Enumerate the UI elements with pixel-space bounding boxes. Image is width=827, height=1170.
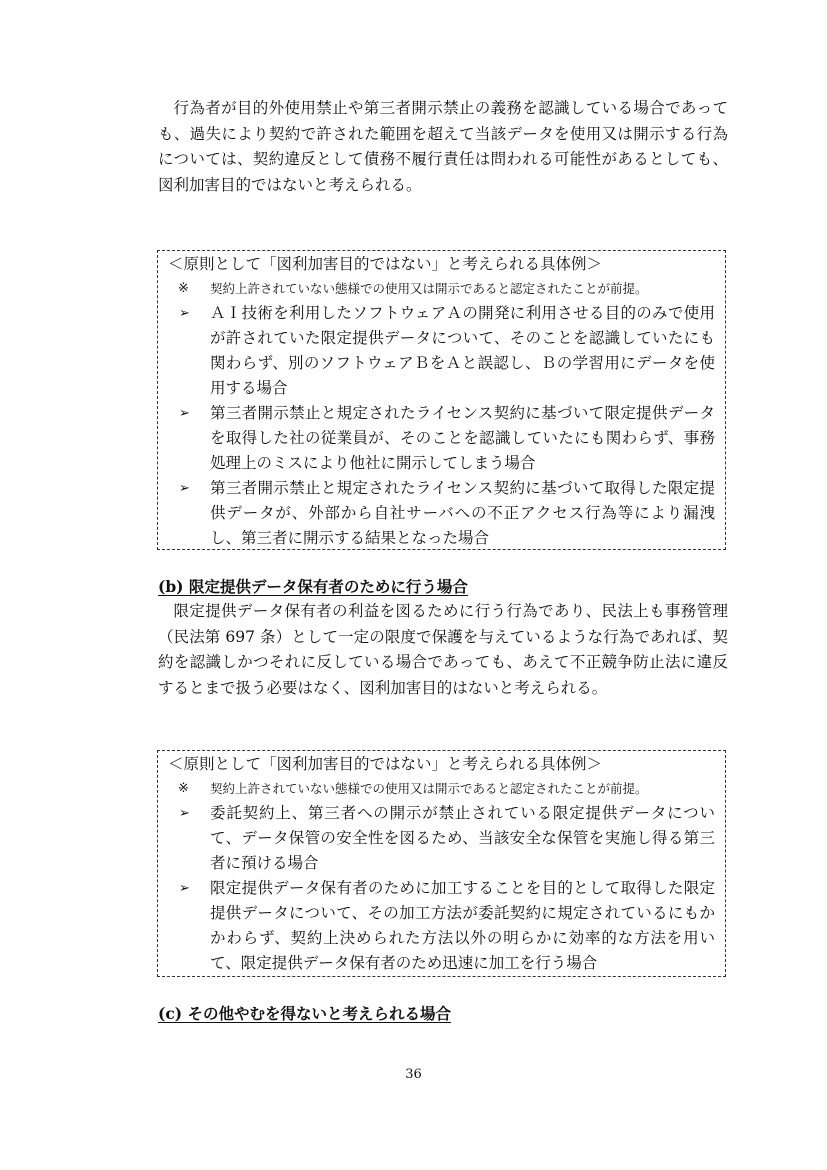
- arrow-bullet-icon: ➢: [179, 306, 190, 321]
- reference-mark-icon: ※: [178, 781, 189, 796]
- section-heading: (c) その他やむを得ないと考えられる場合: [158, 1004, 452, 1023]
- example-box: [157, 250, 726, 550]
- example-box-title: ＜原則として「図利加害目的ではない」と考えられる具体例＞: [168, 255, 603, 273]
- arrow-bullet-icon: ➢: [179, 406, 190, 421]
- example-box-note-text: 契約上許されていない態様での使用又は開示であると認定されたことが前提。: [210, 281, 648, 296]
- list-item-text: 限定提供データ保有者のために加工することを目的として取得した限定提供データについて、その加工方法が委託契約に規定されているにもかかわらず、契約上決められた方法以外の明らかに効率的な方法を用いて、限定提供データ保有者のため迅速に加工を行う場合: [210, 879, 715, 972]
- arrow-bullet-icon: ➢: [179, 881, 190, 896]
- list-item: [168, 401, 715, 476]
- list-item-text: 第三者開示禁止と規定されたライセンス契約に基づいて限定提供データを取得した社の従業員が、そのことを認識していたにも関わらず、事務処理上のミスにより他社に開示してしまう場合: [210, 404, 715, 472]
- arrow-bullet-icon: ➢: [179, 481, 190, 496]
- body-paragraph: 行為者が目的外使用禁止や第三者開示禁止の義務を認識している場合であっても、過失により契約で許された範囲を超えて当該データを使用又は開示する行為については、契約違反として債務不履行責任は問われる可能性があるとしても、図利加害目的ではないと考えられる。: [158, 99, 728, 194]
- body-paragraph: 限定提供データ保有者の利益を図るために行う行為であり、民法上も事務管理（民法第 697 条）として一定の限度で保護を与えているような行為であれば、契約を認識しかつそれに反している場合であっても、あえて不正競争防止法に違反するとまで扱う必要はなく、図利加害目的はないと考えられる。: [158, 602, 728, 697]
- list-item-text: 委託契約上、第三者への開示が禁止されている限定提供データについて、データ保管の安全性を図るため、当該安全な保管を実施し得る第三者に預ける場合: [210, 804, 715, 872]
- example-box-note: [168, 777, 715, 801]
- example-box-note-text: 契約上許されていない態様での使用又は開示であると認定されたことが前提。: [210, 781, 648, 796]
- list-item: [168, 801, 715, 876]
- list-item: [168, 301, 715, 401]
- example-box-note: [168, 277, 715, 301]
- example-box-title: ＜原則として「図利加害目的ではない」と考えられる具体例＞: [168, 755, 603, 773]
- section-heading: (b) 限定提供データ保有者のために行う場合: [158, 577, 468, 596]
- reference-mark-icon: ※: [178, 281, 189, 296]
- list-item-text: 第三者開示禁止と規定されたライセンス契約に基づいて取得した限定提供データが、外部から自社サーバへの不正アクセス行為等により漏洩し、第三者に開示する結果となった場合: [210, 479, 715, 547]
- list-item: [168, 476, 715, 551]
- list-item: [168, 876, 715, 976]
- example-box: [157, 750, 726, 977]
- list-item-text: ＡＩ技術を利用したソフトウェアＡの開発に利用させる目的のみで使用が許されていた限定提供データについて、そのことを認識していたにも関わらず、別のソフトウェアＢをＡと誤認し、Ｂの学習用にデータを使用する場合: [210, 304, 715, 397]
- page-number: 36: [405, 1067, 422, 1082]
- arrow-bullet-icon: ➢: [179, 806, 190, 821]
